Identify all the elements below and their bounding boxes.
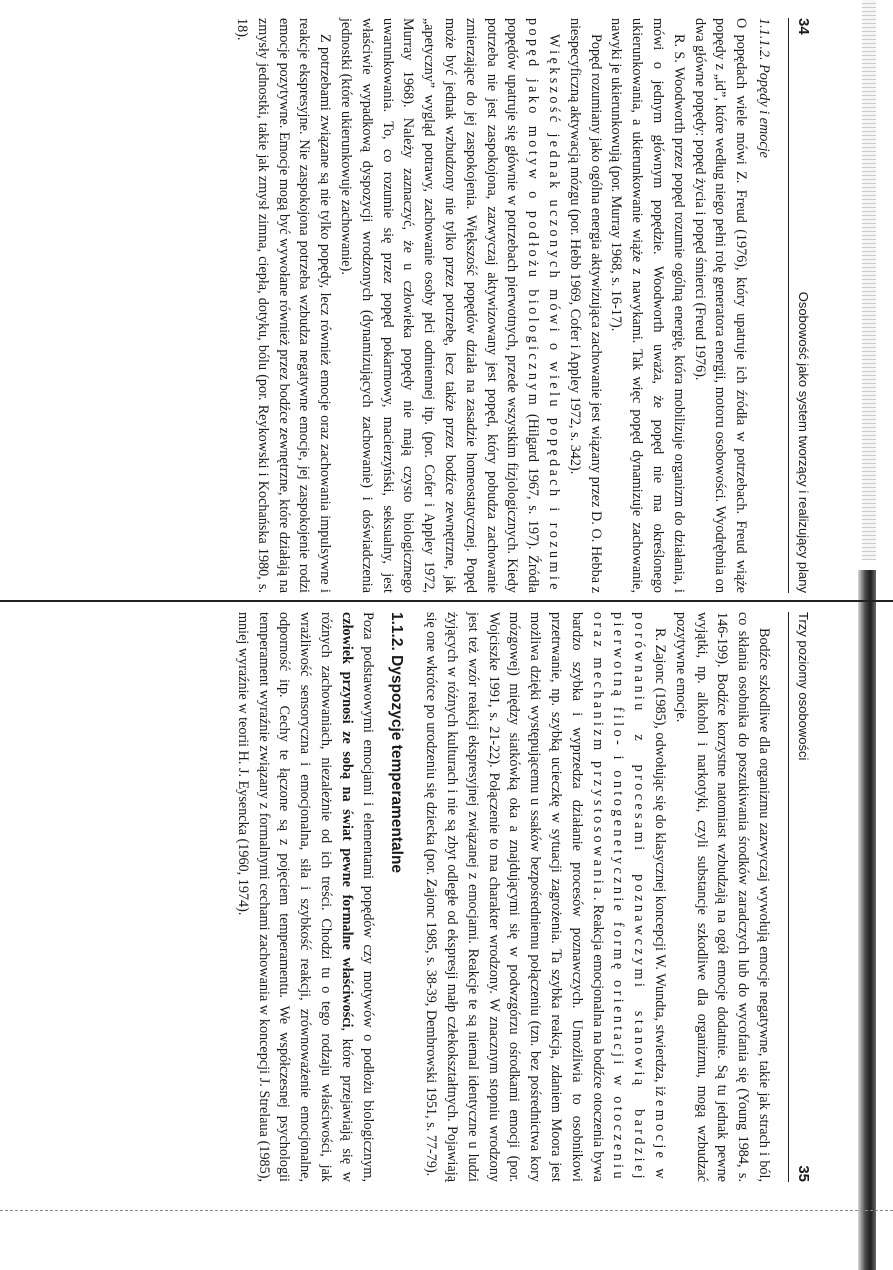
page-fold-line <box>0 600 893 602</box>
page-header <box>788 18 812 593</box>
page-35 <box>22 612 812 1182</box>
page-body <box>232 612 774 1182</box>
running-head: Trzy poziomy osobowości <box>796 612 811 761</box>
paragraph: Z potrzebami związane są nie tylko popędy, lecz również emocje oraz zachowania impulsywne i reakcje ekspresyjne. Nie zaspokojona potrzeba wzbudza negatywne emocje, jej zaspokojenie rodzi emocje pozytywne. Emocje mogą być wywołane również przez bodźce zewnętrzne, które działają na zmysły jednostki, takie jak zmysł zimna, ciepła, dotyku, bólu (por. Reykowski i Kochańska 1980, s. 18). <box>234 18 334 593</box>
paragraph <box>232 612 378 1182</box>
book-spine-shadow <box>858 570 876 1270</box>
paragraph <box>335 18 564 593</box>
running-head: Osobowość jako system tworzący i realizujący plany <box>796 291 811 593</box>
paragraph-text: . Reakcja emocjonalna na bodźce otoczenia bywa bardzo szybka i wyprzedza działanie procesów poznawczych. Umożliwia to osobnikowi przetrwanie, np. szybką ucieczkę w sytuacji zagrożenia. Ta szybka reakcja, zdaniem Moora jest możliwa dzięki występującemu u ssaków bezpośredniemu połączeniu (tzn. bez pośrednictwa kory mózgowej) między siatkówką oka a znajdującymi się w podwzgórzu ośrodkami emocji (por. Wojciszke 1991, s. 21-22). Połączenie to ma charakter wrodzony. W znacznym stopniu wrodzony jest też wzór reakcji ekspresyjnej związanej z emocjami. Reakcje te są niemal identyczne u ludzi żyjących w różnych kulturach i nie są zbyt odległe od ekspresji małp człekokształtnych. Pojawiają się one wkrótce po urodzeniu się dziecka (por. Zajonc 1985, s. 38-39, Dembrowski 1951, s. 77-79). <box>423 612 606 1182</box>
page-number: 35 <box>795 1165 812 1182</box>
paragraph-text: R. Zajonc (1985), odwołując się do klasycznej koncepcji W. Wundta, stwierdza, iż <box>652 628 669 1100</box>
page-34 <box>22 18 812 593</box>
bold-emphasis: człowiek przynosi ze sobą na świat pewne formalne właściwości <box>338 612 355 1028</box>
paragraph-text: (Hilgard 1967, s. 197). Źródła popędów upatruje się głównie w potrzebach pierwotnych, przede wszystkim fizjologicznych. Kiedy potrzeba nie jest zaspokojona, zazwyczaj aktywizowany jest popęd, który pobudza zachowanie zmierzające do jej zaspokojenia. Większość popędów działa na zasadzie homeostatycznej. Popęd może być jednak wzbudzony nie tylko przez potrzebę, lecz także przez bodźce zewnętrzne, jak „apetyczny” wygląd potrawy, zachowanie osoby płci odmiennej itp. (por. Cofer i Appley 1972, Murray 1968). Należy zaznaczyć, że u człowieka popędy nie mają czysto biologicznego uwarunkowania. To, co rozumie się przez popęd pokarmowy, macierzyński, seksualny, jest właściwie wypadkową dyspozycji wrodzonych (dynamizujących zachowanie) i doświadczenia jednostki (które ukierunkowuje zachowanie). <box>338 18 542 593</box>
paragraph: R. S. Woodworth przez popęd rozumie ogólną energię, która mobilizuje organizm do działania, i mówi o jednym głównym popędzie. Woodworth uważa, że popęd nie ma określonego ukierunkowania, a ukierunkowanie wiąże z nawykami. Tak więc popęd dynamizuje zachowanie, nawyki je ukierunkowują (por. Murray 1968, s. 16-17). <box>608 18 687 593</box>
page-header <box>788 612 812 1182</box>
page-number: 34 <box>795 18 812 35</box>
subsection-title: 1.1.1.2. Popędy i emocje <box>756 18 772 158</box>
paragraph: Bodźce szkodliwe dla organizmu zazwyczaj wywołują emocje negatywne, takie jak strach i ból, co skłania osobnika do poszukiwania środków zaradczych lub do wycofania się (Young 1984, s. 146-199). Bodźce korzystne natomiast wzbudzają na ogół emocje dodatnie. Są tu jednak pewne wyjątki, np. alkohol i narkotyki, czyli substancje szkodliwe dla organizmu, mogą wzbudzać pozytywne emocje. <box>672 612 772 1182</box>
paragraph-text: Poza podstawowymi emocjami i elementami popędów czy motywów o podłożu biologicznym, <box>359 612 376 1182</box>
paragraph: Popęd rozumiany jako ogólna energia aktywizująca zachowanie jest wiązany przez D. O. Hebba z niespecyficzną aktywacją mózgu (por. Hebb 1969, Cofer i Appley 1972, s. 342). <box>566 18 604 593</box>
paragraph-text: , które przejawiają się w różnych zachowaniach, niezależnie od ich treści. Chodzi tu o tego rodzaju właściwości, jak wrażliwość sensoryczna i emocjonalna, siła i szybkość reakcji, zrównoważenie emocjonalne, odporność itp. Cechy te łączone są z pojęciem temperamentu. We współczesnej psychologii temperament wyraźnie związany z formalnymi cechami zachowania w koncepcji J. Strelaua (1985), mniej wyraźnie w teorii H. J. Eysencka (1960, 1974). <box>234 612 355 1182</box>
spaced-emphasis: emocje w porównaniu z procesami poznawczymi stanowią bardziej pierwotną filo- i ontogenetycznie formę orientacji w otoczeniu oraz mechanizm przystosowania <box>589 612 669 1182</box>
paragraph <box>420 612 670 1182</box>
page-body <box>231 18 774 593</box>
section-title: 1.1.2. Dyspozycje temperamentalne <box>388 612 406 874</box>
spaced-emphasis: Większość jednak uczonych mówi o wielu popędach i rozumie popęd jako motyw o podłożu biologicznym <box>525 18 563 593</box>
scan-bottom-edge <box>0 1210 893 1212</box>
paragraph: O popędach wiele mówi Z. Freud (1976), który upatruje ich źródła w potrzebach. Freud wiąże popędy z „id”, które według niego pełni rolę generatora energii, motoru osobowości. Wyodrębnia on dwa główne popędy: popęd życia i popęd śmierci (Freud 1976). <box>691 18 750 593</box>
scan-edge-top <box>862 0 876 560</box>
